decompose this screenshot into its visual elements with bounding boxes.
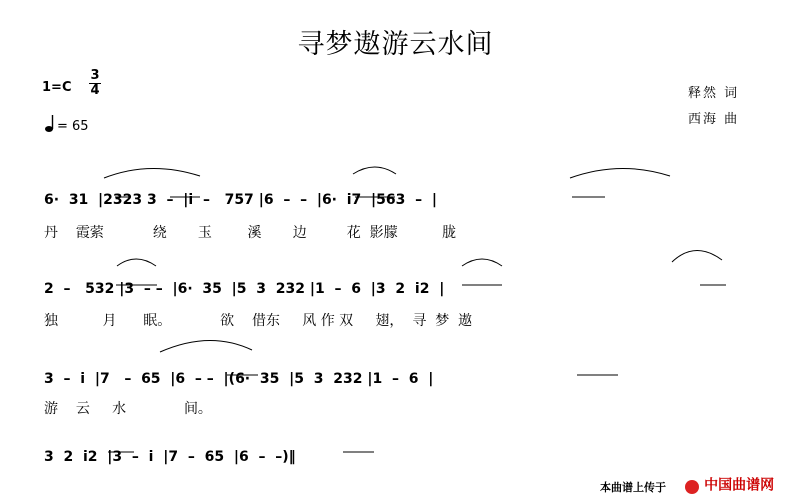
dash: – (63, 371, 71, 387)
note: 2 (63, 449, 74, 465)
note: 5 (294, 371, 304, 387)
barline: | (428, 371, 434, 387)
lyric: 云 (75, 401, 90, 417)
lyric: 丹 (44, 225, 58, 241)
note: 757 (224, 192, 254, 208)
dash: – (194, 371, 202, 387)
barline: | (223, 371, 229, 387)
lyric: 独 (44, 313, 58, 329)
lyric: 欲 (220, 313, 235, 329)
note: 3 (112, 449, 123, 465)
barline: | (94, 371, 100, 387)
barline: | (231, 281, 237, 297)
barline: | (367, 371, 373, 387)
barline: | (172, 281, 178, 297)
note: 7 (168, 449, 179, 465)
note: 6 (263, 192, 274, 208)
dash: – (334, 281, 342, 297)
lyric: 翅， (375, 313, 404, 329)
note: 65 (204, 449, 225, 465)
barline: | (98, 192, 104, 208)
dash: – (258, 449, 266, 465)
barline: | (431, 192, 438, 208)
key-signature: 1=C (42, 80, 72, 95)
note: 232 (333, 371, 363, 387)
slur-icon (672, 250, 722, 262)
lyric: 寻 (412, 313, 427, 329)
dash: – (202, 192, 210, 208)
final-barline: ‖ (288, 449, 296, 465)
note: 6· (44, 192, 60, 208)
note: 3 (44, 371, 54, 387)
note: 232 (275, 281, 306, 297)
note: 35 (259, 371, 280, 387)
dash: – (63, 281, 71, 297)
note: 2 (395, 281, 406, 297)
barline: | (119, 281, 125, 297)
barline: | (289, 371, 295, 387)
lyric: 胧 (442, 225, 457, 241)
dash: – (391, 371, 399, 387)
barline: | (233, 449, 239, 465)
slur-icon (160, 340, 252, 352)
upload-note: 本曲谱上传于 (600, 481, 666, 494)
barline: | (163, 449, 169, 465)
note: 3 (147, 192, 157, 208)
note: 2323 (103, 192, 143, 208)
note: 3 (256, 281, 267, 297)
note: i2 (414, 281, 430, 297)
logo-icon (685, 480, 699, 494)
note: 6· (321, 192, 337, 208)
note: 65 (141, 371, 161, 387)
note: 6· (177, 281, 193, 297)
note: 1 (315, 281, 325, 297)
lyric: 梦 (435, 313, 450, 329)
site-logo[interactable] (685, 474, 791, 496)
note: i2 (83, 449, 98, 465)
tempo-value: = 65 (57, 119, 89, 134)
dash: – (166, 192, 174, 208)
lyric: 玉 (197, 225, 212, 241)
lyric: 眠。 (143, 313, 172, 329)
note: i (80, 371, 86, 387)
note: 2 (44, 281, 54, 297)
lyric: 边 (292, 225, 307, 241)
dash-paren: –) (275, 449, 289, 465)
note: 1 (372, 371, 383, 387)
note: 31 (68, 192, 89, 208)
note: 6 (175, 371, 186, 387)
dash: – (124, 371, 132, 387)
slur-icon (570, 168, 670, 178)
logo-text: 中国曲谱网 (704, 477, 775, 494)
lyricist-credit: 释然 词 (688, 86, 740, 101)
composer-credit: 西海 曲 (688, 112, 740, 127)
note: 6 (408, 371, 419, 387)
slur-icon (104, 168, 200, 178)
note: 5 (236, 281, 247, 297)
note: 3 (44, 449, 54, 465)
lyric: 双 (339, 313, 354, 329)
barline: | (258, 192, 264, 208)
dash: – (155, 281, 163, 297)
barline: | (170, 371, 176, 387)
barline: | (183, 192, 189, 208)
lyric: 水 (112, 401, 127, 417)
note: 35 (202, 281, 222, 297)
slur-icon (462, 259, 502, 266)
barline: | (439, 281, 445, 297)
lyric: 风 (302, 313, 317, 329)
lyric: 绕 (152, 225, 167, 241)
lyric: 霞萦 (75, 225, 104, 241)
lyric: 遨 (458, 313, 473, 329)
dash: – (131, 449, 139, 465)
slur-icon (353, 167, 396, 174)
note: i (148, 449, 154, 465)
barline: | (370, 281, 376, 297)
dash: – (300, 192, 308, 208)
note: 3 (313, 371, 324, 387)
lyric: 花 (346, 225, 361, 241)
lyric: 影朦 (369, 225, 398, 241)
note: 3 (124, 281, 135, 297)
time-sig-top: 3 (90, 68, 100, 83)
barline: | (309, 281, 316, 297)
barline: | (371, 192, 377, 208)
note: 3 (375, 281, 386, 297)
dash: – (187, 449, 195, 465)
lyric: 间。 (183, 401, 212, 417)
page-title: 寻梦遨游云水间 (297, 29, 494, 60)
barline: | (107, 449, 113, 465)
lyric: 借东 (251, 313, 280, 329)
lyric: 作 (320, 313, 335, 329)
note: 6 (238, 449, 249, 465)
note: i7 (346, 192, 362, 208)
lyric: 月 (102, 313, 117, 329)
dash: – (415, 192, 423, 208)
note: 7 (99, 371, 110, 387)
note: 563 (376, 192, 406, 208)
lyric: 游 (44, 401, 58, 417)
dash: – (206, 371, 214, 387)
note: 6 (351, 281, 362, 297)
note: 532 (85, 281, 115, 297)
barline: | (316, 192, 322, 208)
dash: – (283, 192, 291, 208)
time-sig-bottom: 4 (90, 83, 100, 98)
note: (6· (228, 371, 251, 387)
note: i (188, 192, 194, 208)
slur-icon (117, 259, 156, 266)
lyric: 溪 (247, 225, 262, 241)
dash: – (143, 281, 151, 297)
